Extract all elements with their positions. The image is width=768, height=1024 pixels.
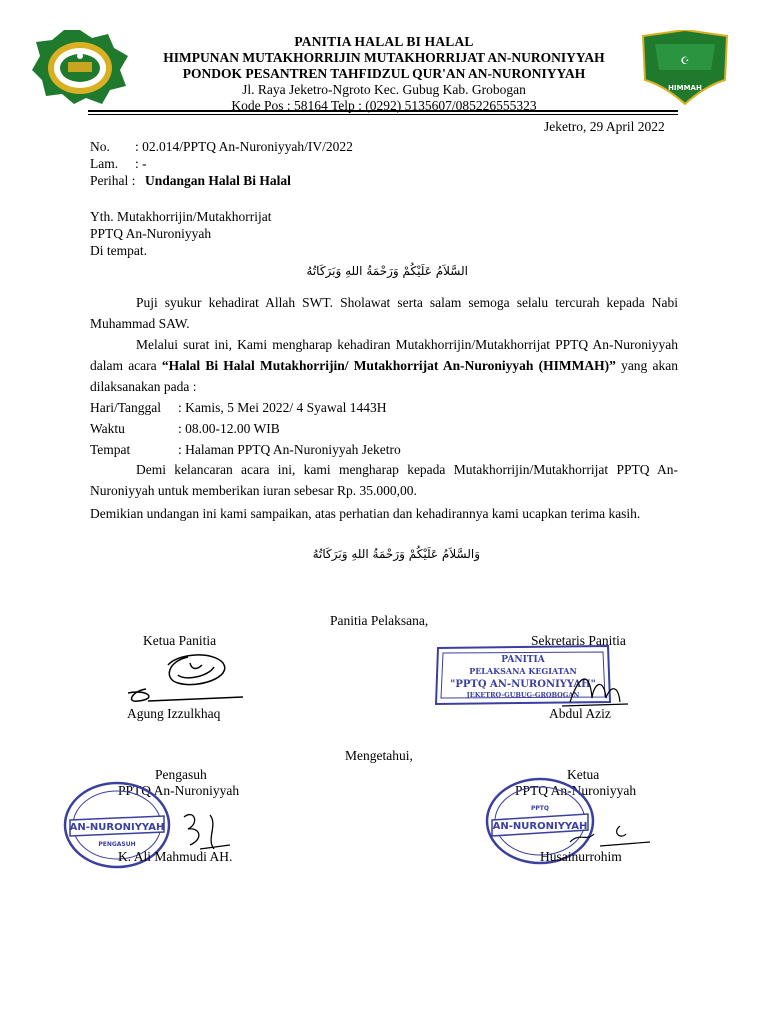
- recipient-line-3: Di tempat.: [90, 243, 147, 258]
- perihal-label: Perihal :: [90, 173, 136, 188]
- mengetahui-heading: Mengetahui,: [345, 748, 413, 763]
- ketua-stamp-main: AN-NURONIYYAH: [492, 821, 588, 832]
- tempat-label: Tempat: [90, 442, 131, 457]
- panitia-heading: Panitia Pelaksana,: [330, 613, 429, 628]
- pengasuh-title-2: PPTQ An-Nuroniyyah: [118, 783, 240, 798]
- paragraph-4: Demikian undangan ini kami sampaikan, atas perhatian dan kehadirannya kami ucapkan terima kasih.: [90, 506, 641, 521]
- left-logo-icon: [30, 28, 130, 106]
- header-line-1: PANITIA HALAL BI HALAL: [294, 34, 474, 49]
- header-line-2: HIMPUNAN MUTAKHORRIJIN MUTAKHORRIJAT AN-NURONIYYAH: [163, 50, 605, 65]
- perihal-value: Undangan Halal Bi Halal: [145, 173, 291, 188]
- paragraph-3: Demi kelancaran acara ini, kami mengharap kepada Mutakhorrijin/Mutakhorrijat PPTQ An-Nuroniyyah untuk memberikan iuran sebesar Rp. 35.000,00.: [90, 462, 678, 498]
- no-label: No.: [90, 139, 110, 154]
- pengasuh-stamp-main: AN-NURONIYYAH: [69, 822, 165, 833]
- pengasuh-name: K. Ali Mahmudi AH.: [118, 849, 233, 864]
- paragraph-2-tail: yang akan dilaksanakan pada :: [90, 358, 678, 394]
- lam-label: Lam.: [90, 156, 119, 171]
- recipient-line-1: Yth. Mutakhorrijin/Mutakhorrijat: [90, 209, 272, 224]
- letter-date: Jeketro, 29 April 2022: [544, 119, 665, 134]
- hari-label: Hari/Tanggal: [90, 400, 162, 415]
- ketua-panitia-name: Agung Izzulkhaq: [127, 706, 221, 721]
- header-line-3: PONDOK PESANTREN TAHFIDZUL QUR'AN AN-NURONIYYAH: [182, 66, 586, 81]
- panitia-stamp-line-1: PANITIA: [501, 655, 545, 665]
- pengasuh-title: Pengasuh: [155, 767, 207, 782]
- hari-value: : Kamis, 5 Mei 2022/ 4 Syawal 1443H: [178, 400, 387, 415]
- panitia-stamp-line-2: PELAKSANA KEGIATAN: [469, 666, 577, 676]
- header-divider-thin: [88, 114, 678, 115]
- svg-text:☪: ☪: [680, 56, 690, 67]
- waktu-value: : 08.00-12.00 WIB: [178, 421, 280, 436]
- panitia-stamp-line-4: JEKETRO-GUBUG-GROBOGAN: [466, 691, 580, 699]
- paragraph-2-intro: Melalui surat ini, Kami mengharap kehadiran Mutakhorrijin/Mutakhorrijat PPTQ An-Nuroniyyah dalam acara: [90, 337, 678, 373]
- right-logo-text: HIMMAH: [668, 84, 702, 92]
- ketua-name: Husainurrohim: [540, 849, 622, 864]
- recipient-line-2: PPTQ An-Nuroniyyah: [90, 226, 212, 241]
- lam-value: : -: [135, 156, 147, 171]
- header-divider: [88, 110, 678, 112]
- ketua-panitia-title: Ketua Panitia: [143, 633, 217, 648]
- no-value: : 02.014/PPTQ An-Nuroniyyah/IV/2022: [135, 139, 353, 154]
- sekretaris-title: Sekretaris Panitia: [531, 633, 626, 648]
- pengasuh-stamp-sub: PENGASUH: [98, 841, 136, 848]
- panitia-stamp-line-3: "PPTQ AN-NURONIYYAH": [450, 679, 596, 690]
- event-name: “Halal Bi Halal Mutakhorrijin/ Mutakhorrijat An-Nuroniyyah (HIMMAH)”: [161, 358, 616, 373]
- paragraph-2: [90, 334, 678, 397]
- ketua-stamp-pptq: PPTQ: [531, 805, 549, 812]
- header-contact: Kode Pos : 58164 Telp : (0292) 5135607/085226555323: [231, 98, 537, 113]
- right-logo-icon: [635, 30, 735, 105]
- paragraph-1: Puji syukur kehadirat Allah SWT. Sholawat serta salam semoga selalu tercurah kepada Nabi Muhammad SAW.: [90, 295, 678, 331]
- ketua-title-2: PPTQ An-Nuroniyyah: [515, 783, 637, 798]
- salam-closing: وَالسَّلاَمُ عَلَيْكُمْ وَرَحْمَةُ اللهِ وَبَرَكَاتُهُ: [312, 547, 480, 561]
- sekretaris-signature-icon: [560, 662, 630, 712]
- header-address: Jl. Raya Jeketro-Ngroto Kec. Gubug Kab. Grobogan: [242, 82, 526, 97]
- salam-opening: السَّلاَمُ عَلَيْكُمْ وَرَحْمَةُ اللهِ وَبَرَكَاتُهُ: [306, 264, 468, 278]
- ketua-title: Ketua: [567, 767, 600, 782]
- tempat-value: : Halaman PPTQ An-Nuroniyyah Jeketro: [178, 442, 401, 457]
- letterhead: [120, 34, 648, 114]
- waktu-label: Waktu: [90, 421, 125, 436]
- sekretaris-name: Abdul Aziz: [549, 706, 611, 721]
